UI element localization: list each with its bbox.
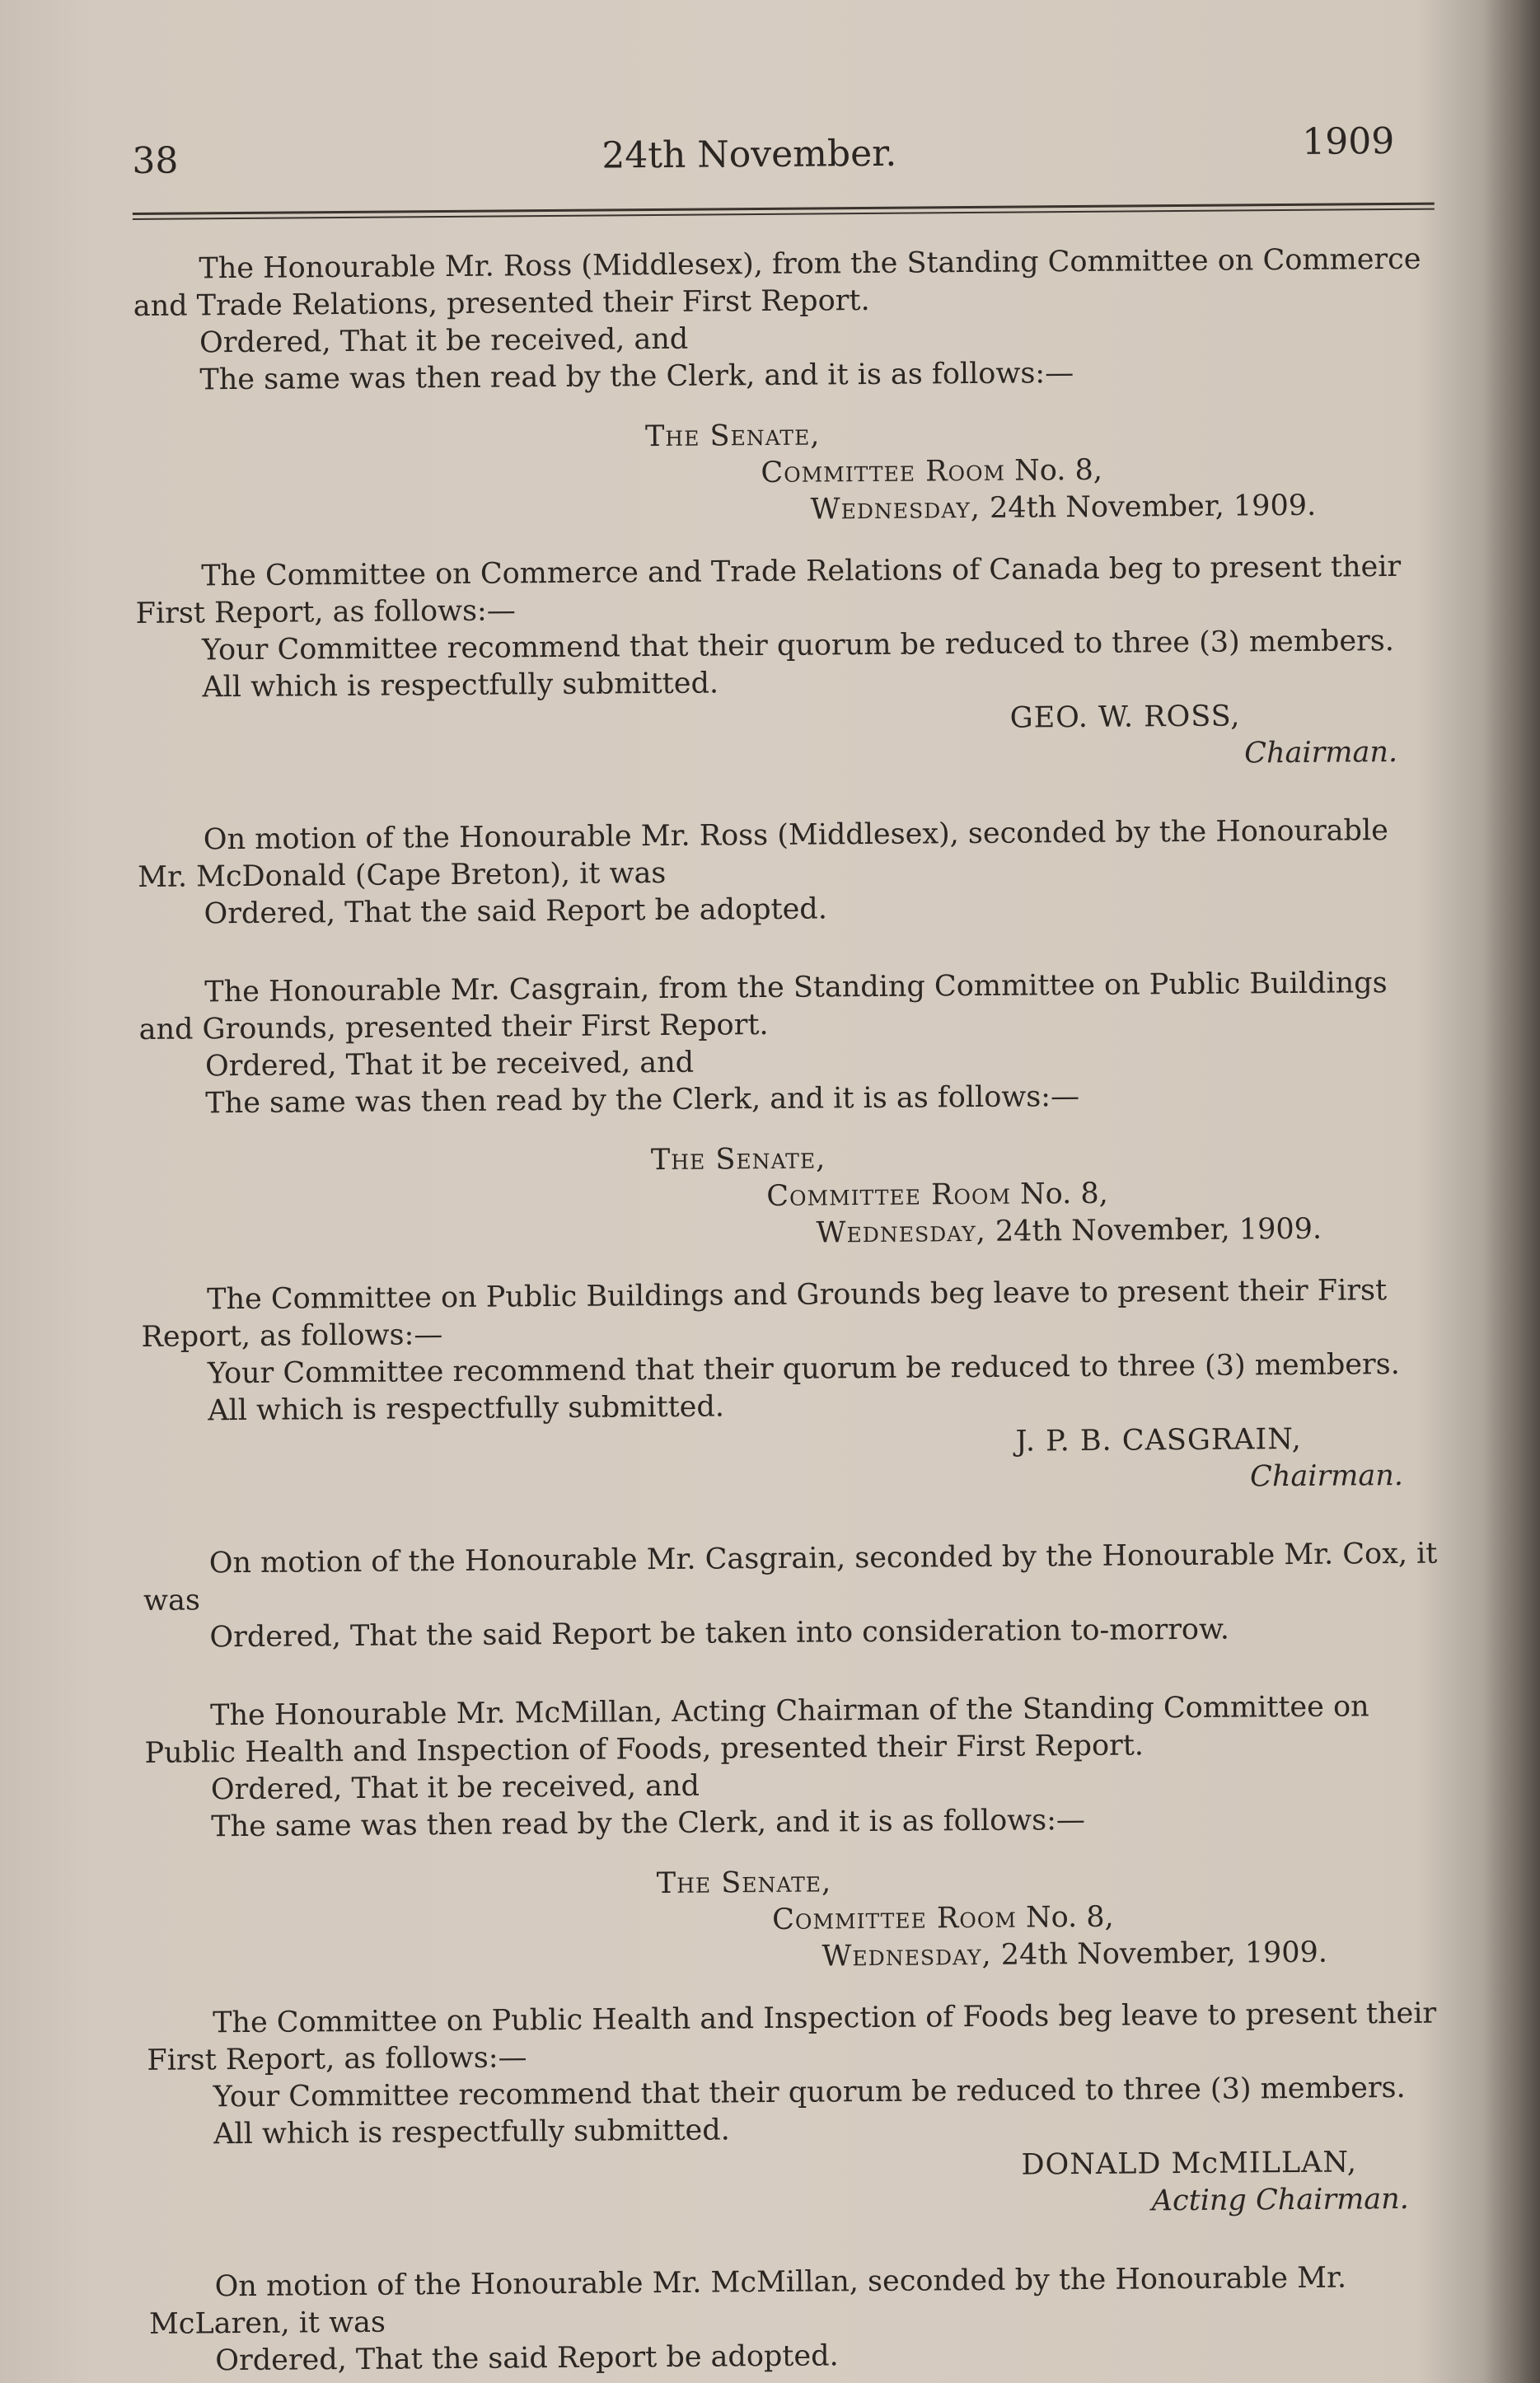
address-senate: The Senate, [644,419,821,454]
ordered-received: Ordered, That it be received, and [210,1769,700,1807]
submitted-line: All which is respectfully submitted. [213,2114,730,2151]
address-senate: The Senate, [656,1866,832,1901]
recommendation: Your Committee recommend that their quorum be reduced to three (3) members. [201,624,1395,667]
report-entry [133,241,1439,934]
motion: On motion of the Honourable Mr. McMillan, seconded by the Honourable Mr. McLaren, it was [148,2261,1347,2341]
page-date: 24th November. [601,132,897,177]
page-number: 38 [132,139,179,182]
address-day: 24th November, 1909. [980,489,1317,525]
address-room-number: No. 8, [1010,1177,1108,1211]
address-room-number: No. 8, [1016,1900,1114,1935]
header-rule [133,203,1435,220]
address-room-label: Committee Room [761,454,1006,490]
motion: On motion of the Honourable Mr. Casgrain, seconded by the Honourable Mr. Cox, it was [143,1537,1438,1618]
recommendation: Your Committee recommend that their quorum be reduced to three (3) members. [213,2071,1406,2114]
read-by-clerk: The same was then read by the Clerk, and it is as follows:— [199,357,1074,397]
ordered-received: Ordered, That it be received, and [199,322,689,360]
motion: On motion of the Honourable Mr. Ross (Middlesex), seconded by the Honourable Mr. McDonald (Cape Breton), it was [138,814,1389,894]
address-room-label: Committee Room [771,1901,1018,1936]
address-weekday: Wednesday, [816,1215,986,1250]
read-by-clerk: The same was then read by the Clerk, and it is as follows:— [205,1080,1080,1121]
submitted-line: All which is respectfully submitted. [208,1390,725,1428]
address-day: 24th November, 1909. [985,1212,1322,1248]
signatory: DONALD McMILLAN, [1021,2146,1358,2182]
recommendation: Your Committee recommend that their quorum be reduced to three (3) members. [207,1347,1400,1391]
address-room-label: Committee Room [766,1177,1012,1213]
report-text: The Committee on Public Buildings and Grounds beg leave to present their First Report, as follows:— [141,1274,1388,1354]
read-by-clerk: The same was then read by the Clerk, and it is as follows:— [211,1803,1086,1844]
report-entry [138,965,1445,1657]
signatory-title: Chairman. [1244,735,1398,770]
address-senate: The Senate, [650,1142,826,1177]
page-edge-shadow [1482,0,1540,2383]
ordered-received: Ordered, That it be received, and [204,1046,695,1084]
report-intro: The Honourable Mr. Ross (Middlesex), from the Standing Committee on Commerce and Trade Relations, presented their First Report. [133,242,1421,323]
address-day: 24th November, 1909. [991,1936,1328,1972]
motion-result: Ordered, That the said Report be adopted. [215,2339,839,2378]
motion-result: Ordered, That the said Report be taken into consideration to-morrow. [209,1613,1230,1655]
submitted-line: All which is respectfully submitted. [202,667,719,705]
report-text: The Committee on Public Health and Inspection of Foods beg leave to present their First Report, as follows:— [147,1997,1437,2077]
report-text: The Committee on Commerce and Trade Relations of Canada beg to present their First Report, as follows:— [135,550,1402,630]
motion-result: Ordered, That the said Report be adopted. [204,892,828,931]
report-entry [144,1688,1451,2381]
signatory-title: Chairman. [1249,1458,1404,1494]
page-header [132,114,1435,198]
address-room-number: No. 8, [1004,453,1103,488]
signatory: J. P. B. CASGRAIN, [1015,1422,1302,1458]
report-intro: The Honourable Mr. McMillan, Acting Chairman of the Standing Committee on Public Health and Inspection of Foods, presented their First Report. [144,1690,1369,1770]
signatory: GEO. W. ROSS, [1009,700,1241,735]
report-intro: The Honourable Mr. Casgrain, from the Standing Committee on Public Buildings and Grounds, presented their First Report. [138,967,1388,1046]
signatory-title: Acting Chairman. [1151,2182,1409,2218]
text-column [132,114,1451,2381]
address-weekday: Wednesday, [810,491,981,527]
address-weekday: Wednesday, [821,1938,992,1973]
page-year: 1909 [1302,119,1395,163]
journal-body [133,241,1451,2381]
